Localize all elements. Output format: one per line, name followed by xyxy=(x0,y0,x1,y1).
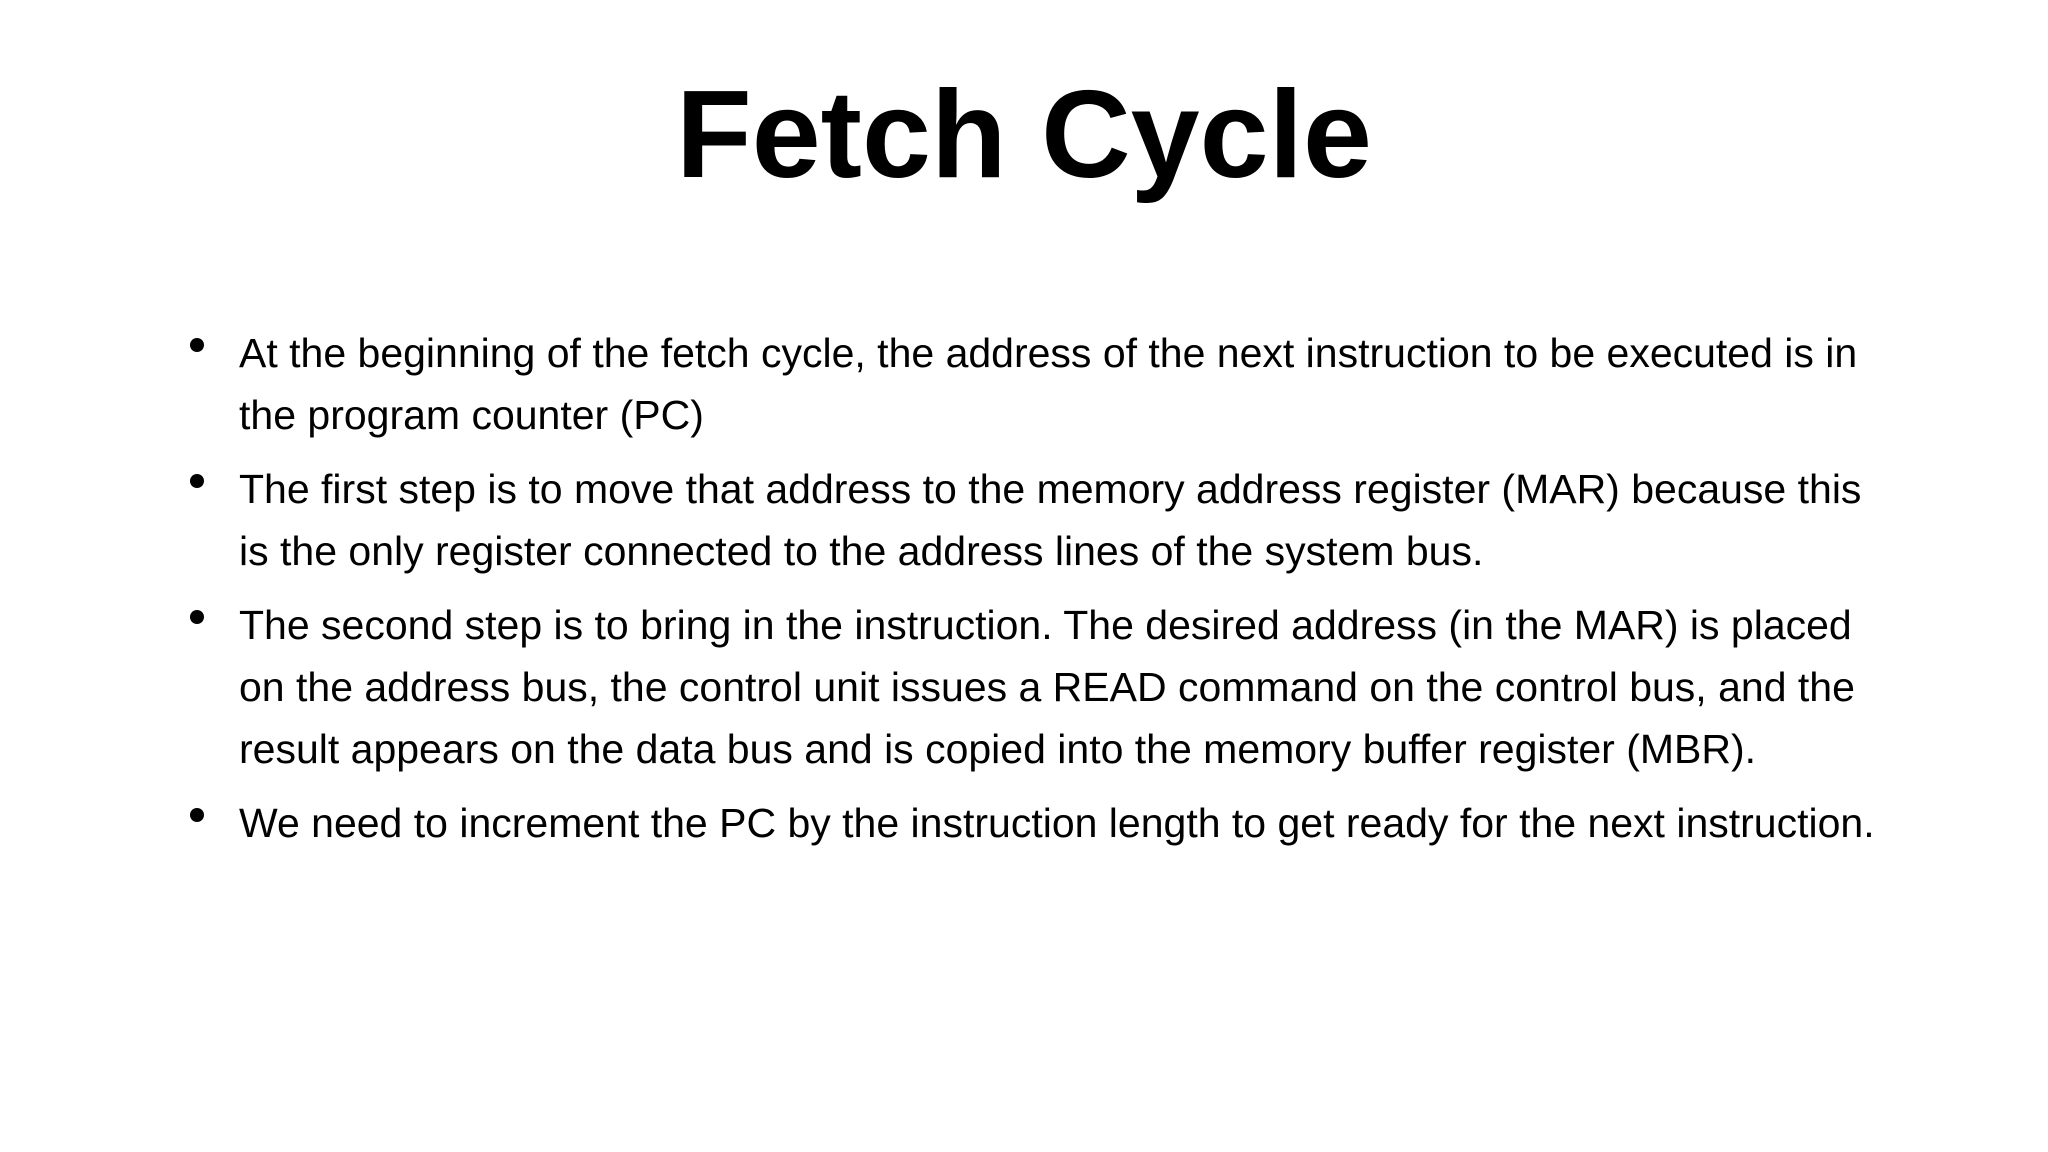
bullet-item xyxy=(186,322,1886,446)
bullet-list xyxy=(186,322,1886,866)
bullet-item xyxy=(186,792,1886,854)
bullet-text: We need to increment the PC by the instruction length to get ready for the next instruction. xyxy=(239,800,1875,846)
bullet-item xyxy=(186,594,1886,780)
bullet-dot-icon xyxy=(190,808,204,822)
bullet-text: At the beginning of the fetch cycle, the address of the next instruction to be executed is in the program counter (PC) xyxy=(239,330,1858,438)
bullet-dot-icon xyxy=(190,610,204,624)
bullet-dot-icon xyxy=(190,338,204,352)
bullet-dot-icon xyxy=(190,474,204,488)
bullet-text: The second step is to bring in the instruction. The desired address (in the MAR) is placed on the address bus, the control unit issues a READ command on the control bus, and the result appears on the data bus and is copied into the memory buffer register (MBR). xyxy=(239,602,1855,772)
bullet-text: The first step is to move that address to the memory address register (MAR) because this is the only register connected to the address lines of the system bus. xyxy=(239,466,1862,574)
bullet-item xyxy=(186,458,1886,582)
slide-title: Fetch Cycle xyxy=(675,66,1373,204)
